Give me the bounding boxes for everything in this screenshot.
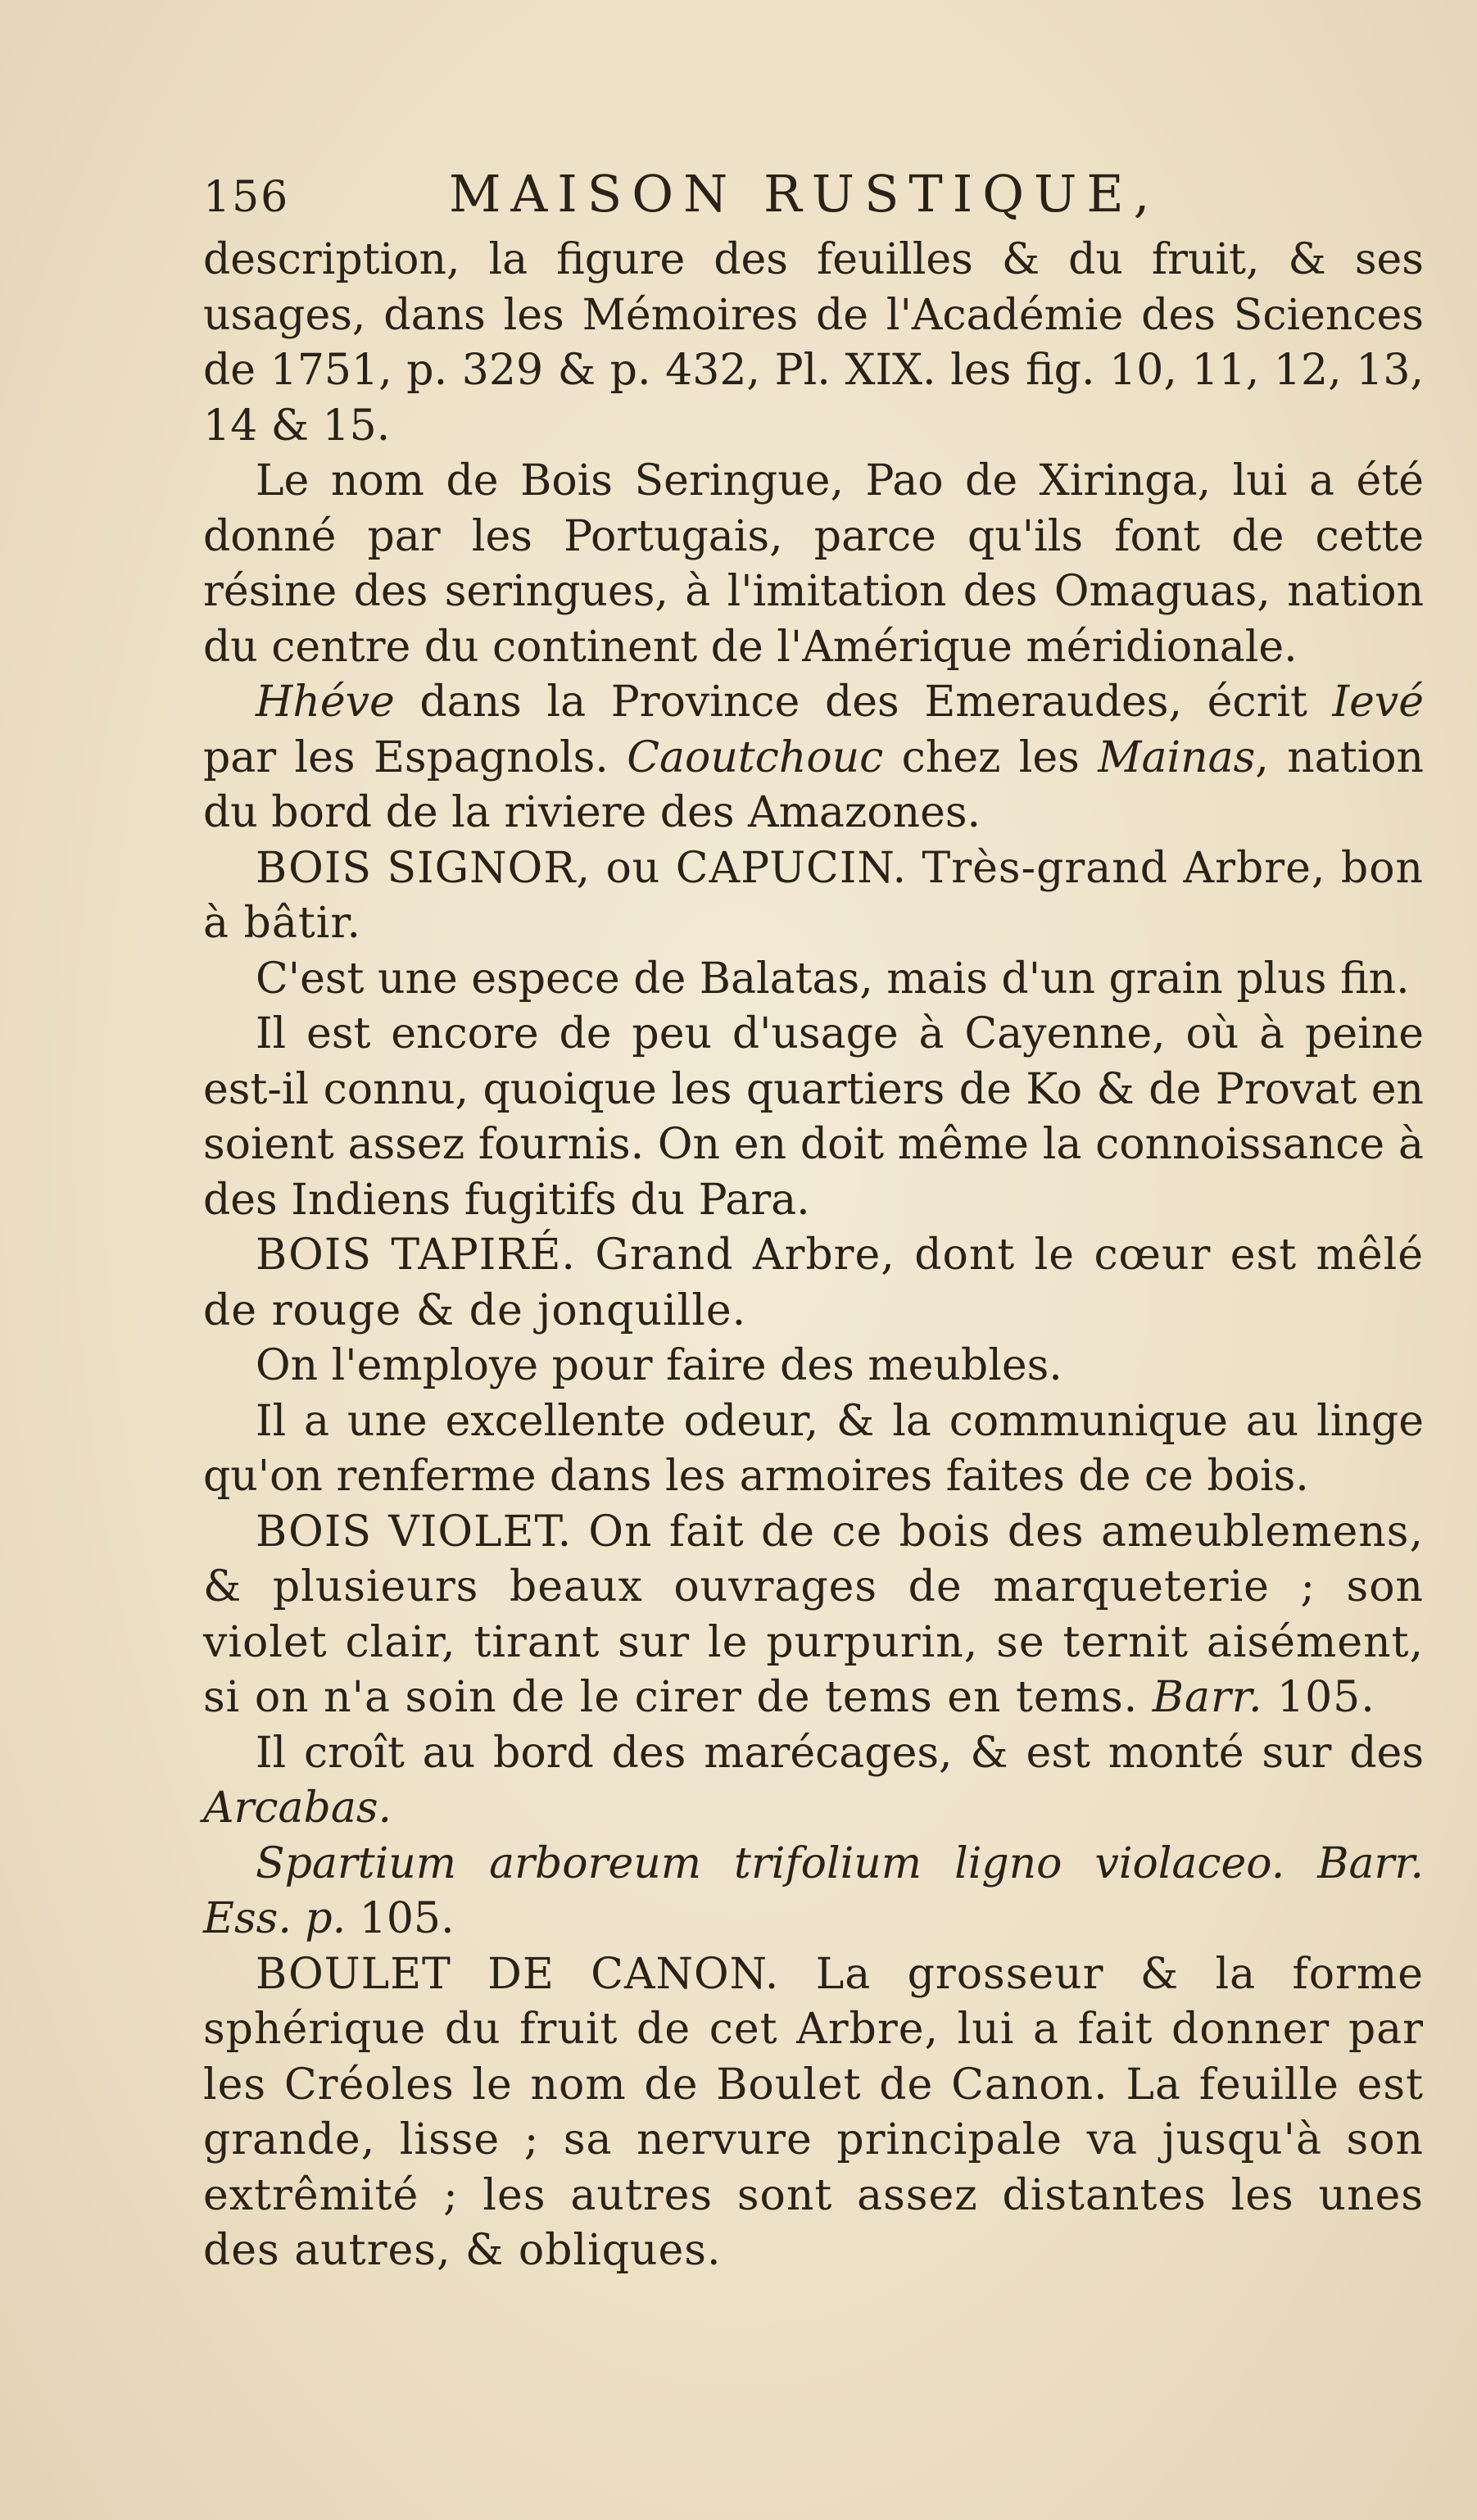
paragraph-continuation: description, la figure des feuilles & du fruit, & ses usages, dans les Mémoires de l'Académie des Sciences de 1751, p. 329 & p. 432, Pl. XIX. les fig. 10, 11, 12, 13, 14 & 15. xyxy=(203,235,1424,451)
italic-latin-name: Spartium arboreum trifolium ligno violaceo. Barr. Ess. p. xyxy=(203,1838,1424,1943)
italic-term-caoutchouc: Caoutchouc xyxy=(627,732,884,782)
paragraph-hheve: Hhéve dans la Province des Emeraudes, écrit Ievé par les Espagnols. Caoutchouc chez les Mainas, nation du bord de la riviere des Amazones. xyxy=(203,678,1425,837)
entry-bois-signor: BOIS SIGNOR, ou CAPUCIN. Très-grand Arbre, bon à bâtir. xyxy=(203,843,1424,948)
entry-bois-tapire: BOIS TAPIRÉ. Grand Arbre, dont le cœur est mêlé de rouge & de jonquille. xyxy=(203,1231,1424,1335)
page-header xyxy=(203,164,1424,238)
paragraph-spartium: Spartium arboreum trifolium ligno violaceo. Barr. Ess. p. 105. xyxy=(203,1838,1424,1943)
book-page xyxy=(203,164,1424,2279)
paragraph-meubles: On l'employe pour faire des meubles. xyxy=(256,1341,1062,1390)
italic-ref-barr: Barr. xyxy=(1152,1673,1263,1722)
paragraph-bois-seringue-name: Le nom de Bois Seringue, Pao de Xiringa, lui a été donné par les Portugais, parce qu'ils font de cette résine des seringues, à l'imitation des Omaguas, nation du centre du continent de l'Amérique méridionale. xyxy=(203,456,1424,672)
running-title: MAISON RUSTIQUE, xyxy=(449,164,1160,224)
entry-bois-violet: BOIS VIOLET. On fait de ce bois des ameublemens, & plusieurs beaux ouvrages de marqueterie ; son violet clair, tirant sur le purpurin, se ternit aisément, si on n'a soin de le cirer de tems en tems. Barr. 105. xyxy=(203,1507,1424,1722)
italic-term-mainas: Mainas xyxy=(1098,732,1256,782)
paragraph-cayenne: Il est encore de peu d'usage à Cayenne, où à peine est-il connu, quoique les quartiers de Ko & de Provat en soient assez fournis. On en doit même la connoissance à des Indiens fugitifs du Para. xyxy=(203,1009,1424,1225)
paragraph-marecages: Il croît au bord des marécages, & est monté sur des Arcabas. xyxy=(203,1728,1424,1833)
italic-term-hheve: Hhéve xyxy=(256,678,395,727)
page-body xyxy=(203,233,1424,2279)
entry-boulet-de-canon: BOULET DE CANON. La grosseur & la forme sphérique du fruit de cet Arbre, lui a fait donner par les Créoles le nom de Boulet de Canon. La feuille est grande, lisse ; sa nervure principale va jusqu'à son extrêmité ; les autres sont assez distantes les unes des autres, & obliques. xyxy=(203,1949,1424,2275)
page-number: 156 xyxy=(203,173,290,222)
paragraph-odeur: Il a une excellente odeur, & la communique au linge qu'on renferme dans les armoires faites de ce bois. xyxy=(203,1396,1424,1501)
italic-term-arcabas: Arcabas. xyxy=(203,1783,392,1833)
italic-term-ieve: Ievé xyxy=(1332,678,1424,727)
paragraph-balatas: C'est une espece de Balatas, mais d'un grain plus fin. xyxy=(256,954,1410,1004)
